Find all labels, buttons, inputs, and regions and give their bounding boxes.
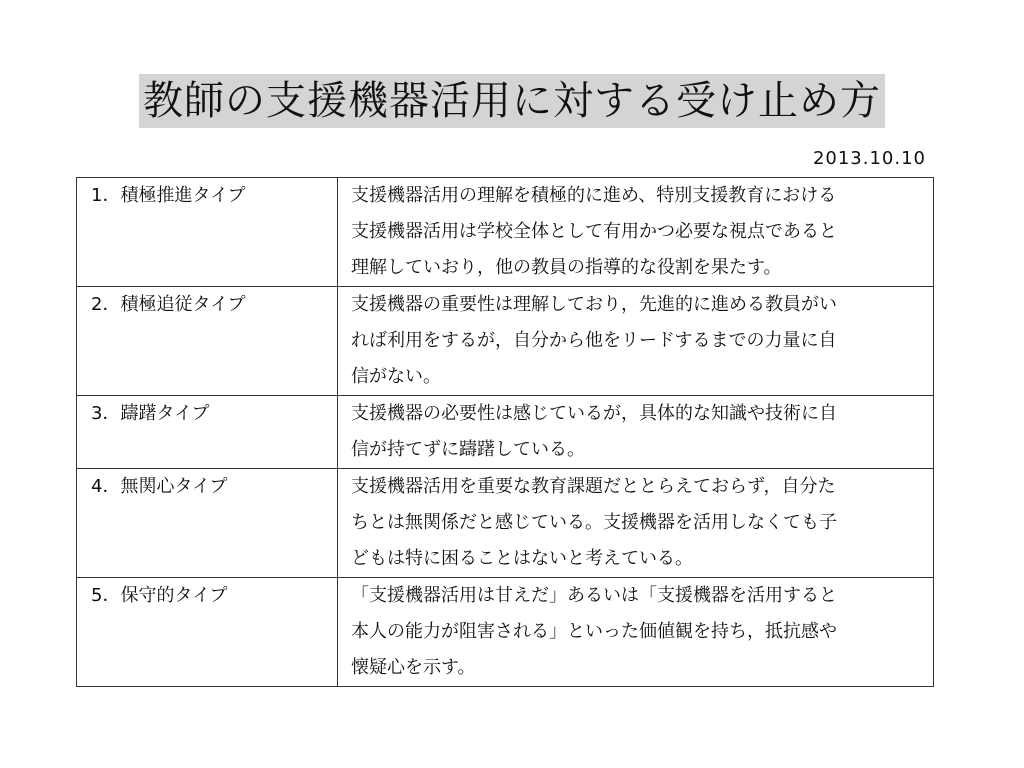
description-line: 支援機器活用の理解を積極的に進め、特別支援教育における (351, 185, 837, 206)
type-label: 4．無関心タイプ (77, 469, 338, 578)
description-line: 本人の能力が阻害される」といった価値観を持ち，抵抗感や (351, 621, 837, 642)
type-description (338, 178, 934, 287)
title-wrapper (0, 74, 1024, 128)
table-row (77, 396, 934, 469)
description-line: 支援機器活用は学校全体として有用かつ必要な視点であると (351, 221, 837, 242)
table-row (77, 578, 934, 687)
table-row (77, 178, 934, 287)
description-line: れば利用をするが，自分から他をリードするまでの力量に自 (351, 330, 837, 351)
description-line: 懐疑心を示す。 (351, 657, 476, 678)
page-title: 教師の支援機器活用に対する受け止め方 (139, 74, 885, 128)
type-label: 1．積極推進タイプ (77, 178, 338, 287)
type-description (338, 396, 934, 469)
type-description (338, 469, 934, 578)
date-label: 2013.10.10 (812, 148, 926, 169)
description-line: どもは特に困ることはないと考えている。 (351, 548, 693, 569)
type-description (338, 287, 934, 396)
type-label: 5．保守的タイプ (77, 578, 338, 687)
description-line: 信がない。 (351, 366, 441, 387)
description-line: 支援機器の重要性は理解しており，先進的に進める教員がい (351, 294, 837, 315)
description-line: 「支援機器活用は甘えだ」あるいは「支援機器を活用すると (351, 585, 837, 606)
type-description (338, 578, 934, 687)
description-line: 信が持てずに躊躇している。 (351, 439, 585, 460)
teacher-types-table (76, 177, 934, 687)
table-row (77, 287, 934, 396)
table-row (77, 469, 934, 578)
description-line: 支援機器活用を重要な教育課題だととらえておらず，自分た (351, 476, 836, 497)
description-line: ちとは無関係だと感じている。支援機器を活用しなくても子 (351, 512, 837, 533)
description-line: 理解していおり，他の教員の指導的な役割を果たす。 (351, 257, 782, 278)
type-label: 2．積極追従タイプ (77, 287, 338, 396)
type-label: 3．躊躇タイプ (77, 396, 338, 469)
description-line: 支援機器の必要性は感じているが，具体的な知識や技術に自 (351, 403, 837, 424)
